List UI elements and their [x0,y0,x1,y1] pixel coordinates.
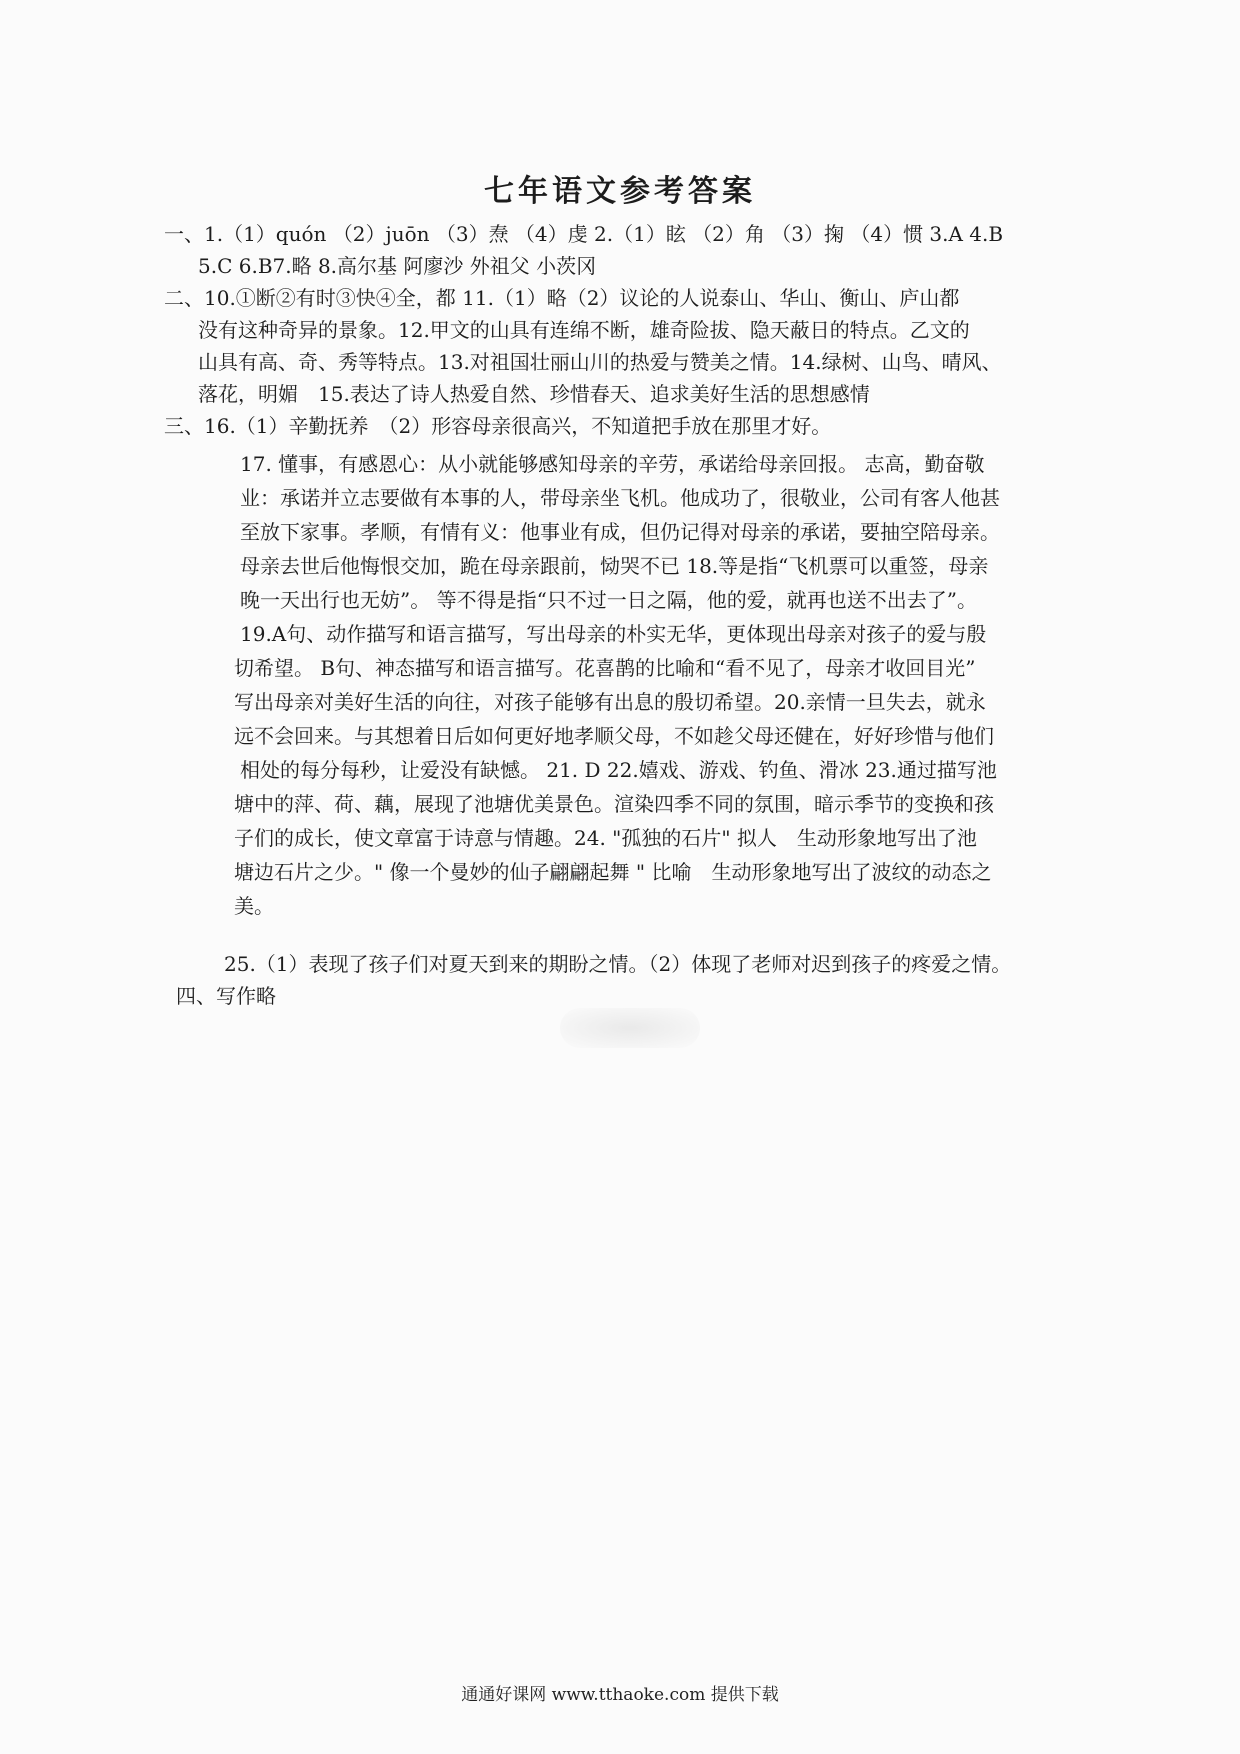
answer-line-3: 二、10.①断②有时③快④全，都 11.（1）略（2）议论的人说泰山、华山、衡山、庐山都 [164,286,960,310]
answer-line-10: 至放下家事。孝顺，有情有义：他事业有成，但仍记得对母亲的承诺，要抽空陪母亲。 [240,520,1000,544]
answer-line-4: 没有这种奇异的景象。12.甲文的山具有连绵不断，雄奇险拔、隐天蔽日的特点。乙文的 [198,318,970,342]
answer-line-7: 三、16.（1）辛勤抚养 （2）形容母亲很高兴，不知道把手放在那里才好。 [164,414,832,438]
answer-line-20: 塘边石片之少。" 像一个曼妙的仙子翩翩起舞 " 比喻 生动形象地写出了波纹的动态之 [234,860,992,884]
page-title: 七年语文参考答案 [484,174,756,209]
answer-line-19: 子们的成长，使文章富于诗意与情趣。24. "孤独的石片" 拟人 生动形象地写出了池 [234,826,977,850]
answer-line-2: 5.C 6.B7.略 8.高尔基 阿廖沙 外祖父 小茨冈 [198,254,597,278]
answer-line-17: 相处的每分每秒，让爱没有缺憾。 21. D 22.嬉戏、游戏、钓鱼、滑冰 23.通过描写池 [240,758,997,782]
answer-line-6: 落花，明媚 15.表达了诗人热爱自然、珍惜春天、追求美好生活的思想感情 [198,382,870,406]
answer-line-14: 切希望。 B句、神态描写和语言描写。花喜鹊的比喻和“看不见了，母亲才收回目光” [234,656,976,680]
answer-line-8: 17. 懂事，有感恩心：从小就能够感知母亲的辛劳，承诺给母亲回报。 志高，勤奋敬 [240,452,985,476]
answer-line-1: 一、1.（1）quón （2）juōn （3）焘 （4）虔 2.（1）眩 （2）角 （3）掬 （4）惯 3.A 4.B [164,222,1004,246]
answer-line-18: 塘中的萍、荷、藕，展现了池塘优美景色。渲染四季不同的氛围，暗示季节的变换和孩 [234,792,994,816]
faint-watermark [560,1008,700,1048]
answer-line-23: 四、写作略 [176,984,276,1008]
answer-line-16: 远不会回来。与其想着日后如何更好地孝顺父母，不如趁父母还健在，好好珍惜与他们 [234,724,994,748]
page-footer: 通通好课网 www.tthaoke.com 提供下载 [461,1685,779,1705]
answer-line-9: 业：承诺并立志要做有本事的人，带母亲坐飞机。他成功了，很敬业，公司有客人他甚 [240,486,1000,510]
answer-line-12: 晚一天出行也无妨”。 等不得是指“只不过一日之隔，他的爱，就再也送不出去了”。 [240,588,978,612]
answer-line-22: 25.（1）表现了孩子们对夏天到来的期盼之情。（2）体现了老师对迟到孩子的疼爱之情。 [224,952,1012,976]
answer-line-5: 山具有高、奇、秀等特点。13.对祖国壮丽山川的热爱与赞美之情。14.绿树、山鸟、晴风、 [198,350,1002,374]
answer-line-21: 美。 [234,894,274,918]
answer-line-11: 母亲去世后他悔恨交加，跪在母亲跟前，恸哭不已 18.等是指“飞机票可以重签，母亲 [240,554,989,578]
answer-line-13: 19.A句、动作描写和语言描写，写出母亲的朴实无华，更体现出母亲对孩子的爱与殷 [240,622,987,646]
answer-line-15: 写出母亲对美好生活的向往，对孩子能够有出息的殷切希望。20.亲情一旦失去，就永 [234,690,986,714]
